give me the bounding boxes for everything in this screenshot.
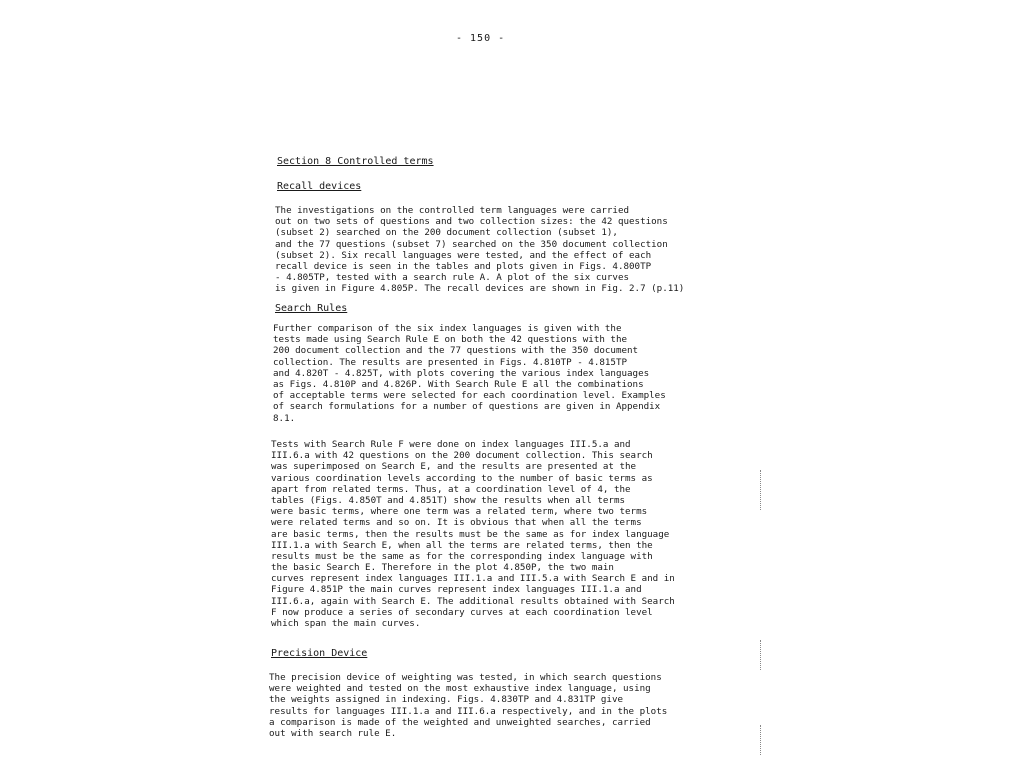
text-line: and the 77 questions (subset 7) searched on the 350 document collection <box>275 238 668 250</box>
text-line: of search formulations for a number of questions are given in Appendix <box>273 401 661 413</box>
text-line: III.6.a, again with Search E. The additional results obtained with Search <box>271 595 675 607</box>
text-line: out with search rule E. <box>269 727 397 739</box>
text-line: - 4.805TP, tested with a search rule A. A plot of the six curves <box>275 272 630 284</box>
text-line: of acceptable terms were selected for each coordination level. Examples <box>273 390 666 402</box>
text-line: a comparison is made of the weighted and unweighted searches, carried <box>269 716 651 728</box>
text-line: Tests with Search Rule F were done on index languages III.5.a and <box>271 439 631 450</box>
section-title: Section 8 Controlled terms <box>277 156 434 167</box>
text-line: Further comparison of the six index languages is given with the <box>273 323 622 334</box>
text-line: Figure 4.851P the main curves represent index languages III.1.a and <box>271 584 642 596</box>
text-line: is given in Figure 4.805P. The recall devices are shown in Fig. 2.7 (p.11) <box>275 283 685 295</box>
text-line: The investigations on the controlled term languages were carried <box>275 205 630 216</box>
text-line: collection. The results are presented in Figs. 4.810TP - 4.815TP <box>273 356 628 368</box>
search-rules-heading: Search Rules <box>275 303 348 314</box>
page-number: - 150 - <box>456 33 506 44</box>
search-rules-paragraph <box>273 323 666 424</box>
text-line: The precision device of weighting was tested, in which search questions <box>269 672 662 683</box>
text-line: III.1.a with Search E, when all the terms are related terms, then the <box>271 539 653 551</box>
precision-device-heading: Precision Device <box>271 648 368 659</box>
margin-scan-marks-upper <box>760 470 765 510</box>
text-line: recall device is seen in the tables and plots given in Figs. 4.800TP <box>275 260 652 272</box>
text-line: the weights assigned in indexing. Figs. 4.830TP and 4.831TP give <box>269 694 624 706</box>
text-line: as Figs. 4.810P and 4.826P. With Search Rule E all the combinations <box>273 378 644 390</box>
text-line: F now produce a series of secondary curves at each coordination level <box>271 606 653 618</box>
text-line: various coordination levels according to the number of basic terms as <box>271 472 653 484</box>
text-line: curves represent index languages III.1.a and III.5.a with Search E and in <box>271 573 675 585</box>
search-rule-f-paragraph <box>271 439 675 629</box>
text-line: were weighted and tested on the most exhaustive index language, using <box>269 683 651 695</box>
text-line: results must be the same as for the corresponding index language with <box>271 550 653 562</box>
text-line: apart from related terms. Thus, at a coordination level of 4, the <box>271 483 631 495</box>
text-line: and 4.820T - 4.825T, with plots covering the various index languages <box>273 367 650 379</box>
text-line: was superimposed on Search E, and the results are presented at the <box>271 461 637 473</box>
text-line: results for languages III.1.a and III.6.a respectively, and in the plots <box>269 705 668 717</box>
text-line: the basic Search E. Therefore in the plot 4.850P, the two main <box>271 562 614 574</box>
text-line: were basic terms, where one term was a related term, where two terms <box>271 506 648 518</box>
text-line: 200 document collection and the 77 questions with the 350 document <box>273 345 639 357</box>
text-line: tests made using Search Rule E on both the 42 questions with the <box>273 334 628 346</box>
text-line: 8.1. <box>273 412 296 424</box>
text-line: were related terms and so on. It is obvious that when all the terms <box>271 517 642 529</box>
text-line: tables (Figs. 4.850T and 4.851T) show the results when all terms <box>271 494 626 506</box>
text-line: which span the main curves. <box>271 618 421 629</box>
recall-devices-paragraph <box>275 205 684 295</box>
text-line: out on two sets of questions and two collection sizes: the 42 questions <box>275 216 668 228</box>
text-line: (subset 2) searched on the 200 document collection (subset 1), <box>275 227 618 239</box>
margin-scan-marks-bottom <box>760 725 765 755</box>
text-line: are basic terms, then the results must be the same as for index language <box>271 528 670 540</box>
precision-device-paragraph <box>269 672 667 739</box>
recall-devices-heading: Recall devices <box>277 181 362 192</box>
text-line: III.6.a with 42 questions on the 200 document collection. This search <box>271 450 653 462</box>
margin-scan-marks-lower <box>760 640 765 670</box>
text-line: (subset 2). Six recall languages were tested, and the effect of each <box>275 249 652 261</box>
